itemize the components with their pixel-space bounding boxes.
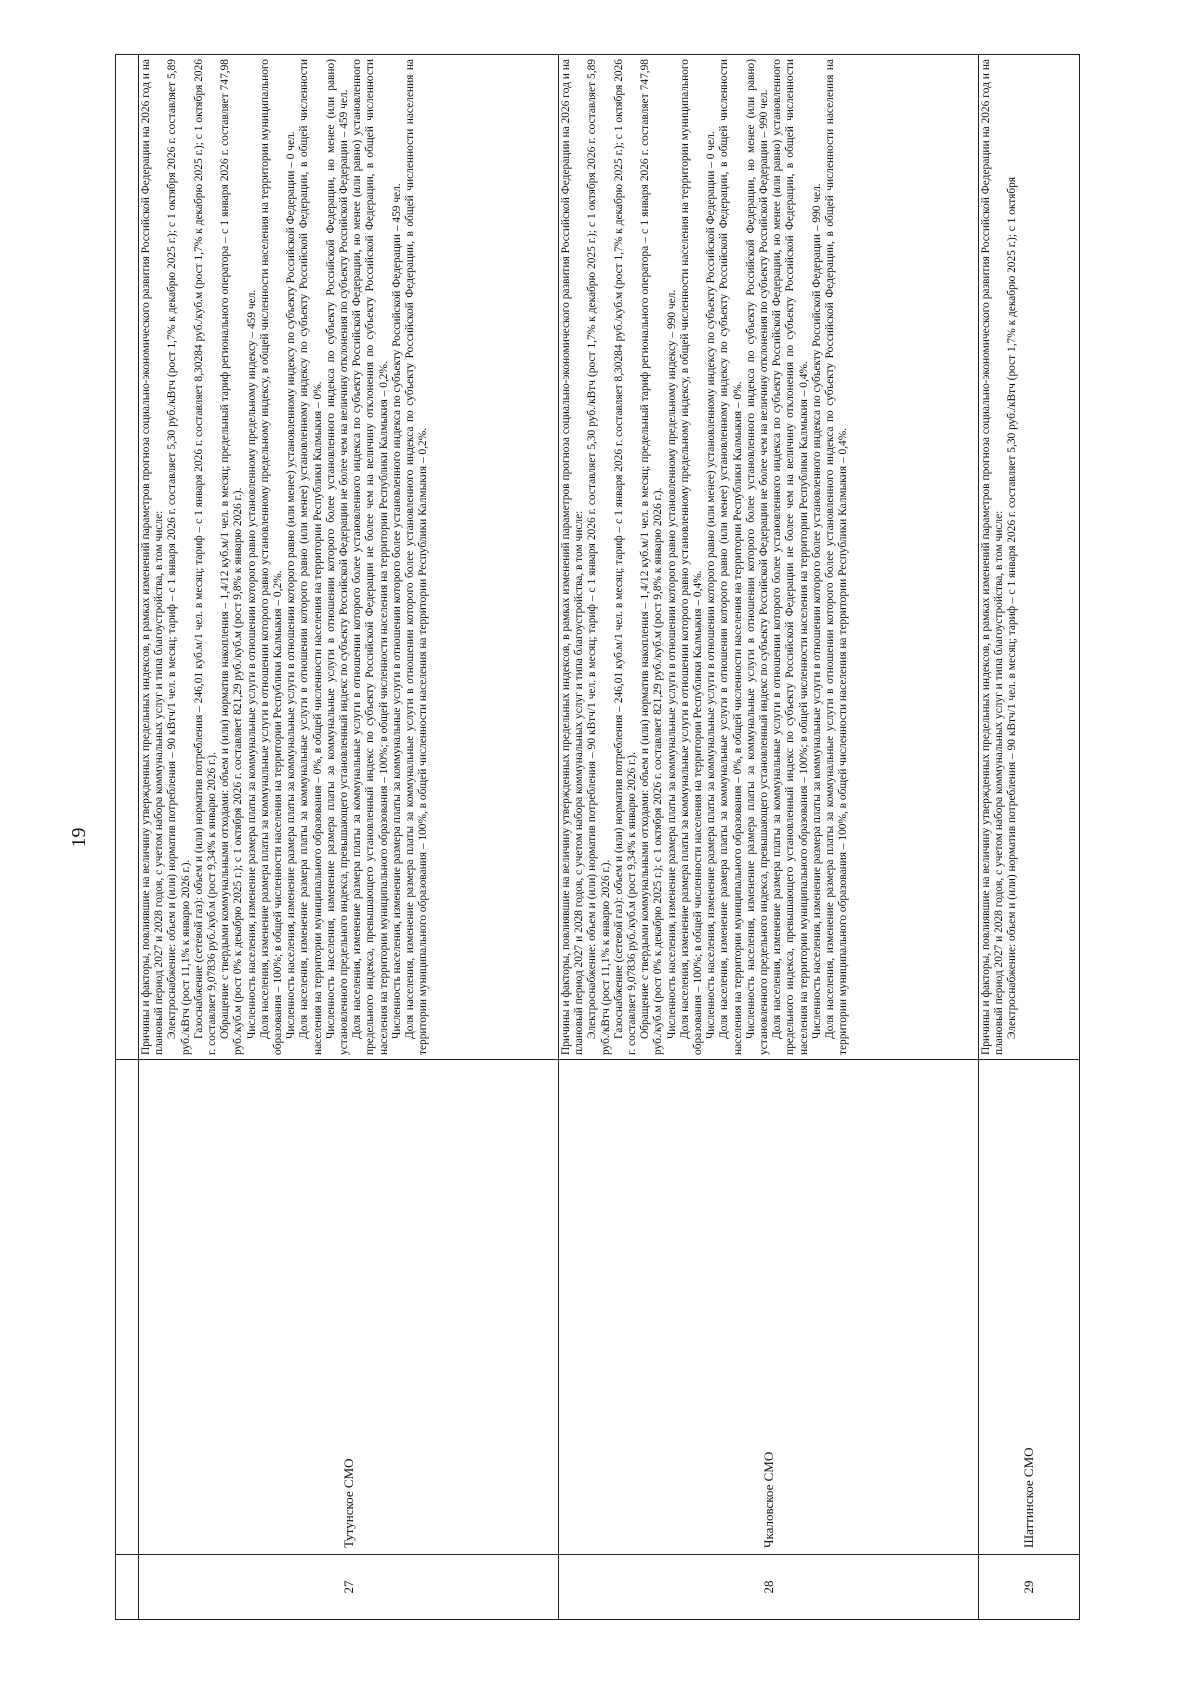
paragraph: Обращение с твердыми коммунальными отходами: объем и (или) норматив накопления – 1,4/12 куб.м/1 чел. в месяц; предельный тариф регионального оператора – с 1 января 2026 г. составляет 747,98 руб./куб.м (рост 0% к декабрю 2025 г.); с 1 октября 2026 г. составляет 821,29 руб./куб.м (рост 9,8% к январю 2026 г.). [639,59,665,1055]
page-number: 19 [68,827,90,848]
municipality-name: Тутунское СМО [139,1060,559,1555]
row-description [139,55,559,1060]
municipality-name: Шаттинское СМО [979,1060,1080,1555]
row-number: 27 [139,1555,559,1620]
paragraph: Численность населения, изменение размера платы за коммунальные услуги в отношении которого равно установленному предельному индексу – 459 чел. [245,289,258,1039]
paragraph: Причины и факторы, повлиявшие на величину утвержденных предельных индексов, в рамках изменений параметров прогноза социально-экономического развития Российской Федерации на 2026 год и на плановый период 2027 и 2028 годов, с учетом набора коммунальных услуг и типа благоустройства, в том числе: [560,59,586,1055]
paragraph: Газоснабжение (сетевой газ): объем и (или) норматив потребления – 246,01 куб.м/1 чел. в месяц; тариф – с 1 января 2026 г. составляет 8,30284 руб./куб.м (рост 1,7% к декабрю 2025 г.); с 1 октября 2026 г. составляет 9,07836 руб./куб.м (рост 9,34% к январю 2026 г.). [612,59,639,1055]
paragraph: Доля населения, изменение размера платы за коммунальные услуги в отношении которого более установленного индекса по субъекту Российской Федерации, но менее (или равно) установленного предельного индекса, превышающего установленный индекс по субъекту Российской Федерации не более чем на величину отклонения по субъекту Российской Федерации, в общей численности населения на территории муниципального образования – 100%; в общей численности населения на территории Республики Калмыкия – 0,4%. [771,59,810,1055]
paragraph: Доля населения, изменение размера платы за коммунальные услуги в отношении которого равно установленному предельному индексу, в общей численности населения на территории муниципального образования – 100%; в общей численности населения на территории Республики Калмыкия – 0,2%. [258,59,285,1055]
paragraph: Доля населения, изменение размера платы за коммунальные услуги в отношении которого более установленного индекса по субъекту Российской Федерации, в общей численности населения на территории муниципального образования – 100%, в общей численности населения на территории Республики Калмыкия – 0,4%. [824,59,850,1055]
paragraph: Численность населения, изменение размера платы за коммунальные услуги в отношении которого более установленного индекса по субъекту Российской Федерации, но менее (или равно) установленного предельного индекса, превышающего установленный индекс по субъекту Российской Федерации не более чем на величину отклонения по субъекту Российской Федерации – 459 чел. [324,59,351,1055]
table-row [979,55,1080,1620]
table-row [139,55,559,1620]
paragraph: Доля населения, изменение размера платы за коммунальные услуги в отношении которого равно (или менее) установленному индексу по субъекту Российской Федерации, в общей численности населения на территории муниципального образования – 0%, в общей численности населения на территории Республики Калмыкия – 0%. [298,59,324,1055]
table-cell-empty [116,55,139,1060]
row-description [979,55,1080,1060]
paragraph: Электроснабжение: объем и (или) норматив потребления – 90 кВтч/1 чел. в месяц; тариф – с 1 января 2026 г. составляет 5,30 руб./кВтч (рост 1,7% к декабрю 2025 г.); с 1 октября 2026 г. составляет 5,89 руб./кВтч (рост 11,1% к январю 2026 г.). [586,59,612,1055]
paragraph: Численность населения, изменение размера платы за коммунальные услуги в отношении которого более установленного индекса по субъекту Российской Федерации, но менее (или равно) установленного предельного индекса, превышающего установленный индекс по субъекту Российской Федерации не более чем на величину отклонения по субъекту Российской Федерации – 990 чел. [744,59,771,1055]
row-number: 28 [559,1555,979,1620]
paragraph: Доля населения, изменение размера платы за коммунальные услуги в отношении которого более установленного индекса по субъекту Российской Федерации, в общей численности населения на территории муниципального образования – 100%, в общей численности населения на территории Республики Калмыкия – 0,2%. [404,59,430,1055]
paragraph: Доля населения, изменение размера платы за коммунальные услуги в отношении которого равно (или менее) установленному индексу по субъекту Российской Федерации, в общей численности населения на территории муниципального образования – 0%, в общей численности населения на территории Республики Калмыкия – 0%. [718,59,744,1055]
table-row-header-continuation [116,55,139,1620]
paragraph: Численность населения, изменение размера платы за коммунальные услуги в отношении которого равно (или менее) установленному индексу по субъекту Российской Федерации – 0 чел. [285,131,298,1039]
paragraph: Доля населения, изменение размера платы за коммунальные услуги в отношении которого равно установленному предельному индексу, в общей численности населения на территории муниципального образования – 100%; в общей численности населения на территории Республики Калмыкия – 0,4%. [678,59,705,1055]
paragraph: Численность населения, изменение размера платы за коммунальные услуги в отношении которого равно (или менее) установленному индексу по субъекту Российской Федерации – 0 чел. [705,131,718,1039]
table-cell-empty [116,1555,139,1620]
paragraph: Численность населения, изменение размера платы за коммунальные услуги в отношении которого более установленного индекса по субъекту Российской Федерации – 990 чел. [810,183,823,1039]
municipality-name: Чкаловское СМО [559,1060,979,1555]
row-description [559,55,979,1060]
paragraph: Причины и факторы, повлиявшие на величину утвержденных предельных индексов, в рамках изменений параметров прогноза социально-экономического развития Российской Федерации на 2026 год и на плановый период 2027 и 2028 годов, с учетом набора коммунальных услуг и типа благоустройства, в том числе: [140,59,166,1055]
paragraph: Газоснабжение (сетевой газ): объем и (или) норматив потребления – 246,01 куб.м/1 чел. в месяц; тариф – с 1 января 2026 г. составляет 8,30284 руб./куб.м (рост 1,7% к декабрю 2025 г.); с 1 октября 2026 г. составляет 9,07836 руб./куб.м (рост 9,34% к январю 2026 г.). [192,59,219,1055]
table-cell-empty [116,1060,139,1555]
paragraph: Причины и факторы, повлиявшие на величину утвержденных предельных индексов, в рамках изменений параметров прогноза социально-экономического развития Российской Федерации на 2026 год и на плановый период 2027 и 2028 годов, с учетом набора коммунальных услуг и типа благоустройства, в том числе: [980,59,1006,1055]
rotated-document-page [68,55,1080,1620]
paragraph: Электроснабжение: объем и (или) норматив потребления – 90 кВтч/1 чел. в месяц; тариф – с 1 января 2026 г. составляет 5,30 руб./кВтч (рост 1,7% к декабрю 2025 г.); с 1 октября [1006,176,1019,1039]
tariff-index-table [115,54,1080,1620]
table-row [559,55,979,1620]
paragraph: Доля населения, изменение размера платы за коммунальные услуги в отношении которого более установленного индекса по субъекту Российской Федерации, но менее (или равно) установленного предельного индекса, превышающего установленный индекс по субъекту Российской Федерации не более чем на величину отклонения по субъекту Российской Федерации, в общей численности населения на территории муниципального образования – 100%; в общей численности населения на территории Республики Калмыкия – 0,2%. [351,59,390,1055]
paragraph: Численность населения, изменение размера платы за коммунальные услуги в отношении которого равно установленному предельному индексу – 990 чел. [665,289,678,1039]
paragraph: Численность населения, изменение размера платы за коммунальные услуги в отношении которого более установленного индекса по субъекту Российской Федерации – 459 чел. [390,183,403,1039]
paragraph: Электроснабжение: объем и (или) норматив потребления – 90 кВтч/1 чел. в месяц; тариф – с 1 января 2026 г. составляет 5,30 руб./кВтч (рост 1,7% к декабрю 2025 г.); с 1 октября 2026 г. составляет 5,89 руб./кВтч (рост 11,1% к январю 2026 г.). [166,59,192,1055]
paragraph: Обращение с твердыми коммунальными отходами: объем и (или) норматив накопления – 1,4/12 куб.м/1 чел. в месяц; предельный тариф регионального оператора – с 1 января 2026 г. составляет 747,98 руб./куб.м (рост 0% к декабрю 2025 г.); с 1 октября 2026 г. составляет 821,29 руб./куб.м (рост 9,8% к январю 2026 г.). [219,59,245,1055]
row-number: 29 [979,1555,1080,1620]
